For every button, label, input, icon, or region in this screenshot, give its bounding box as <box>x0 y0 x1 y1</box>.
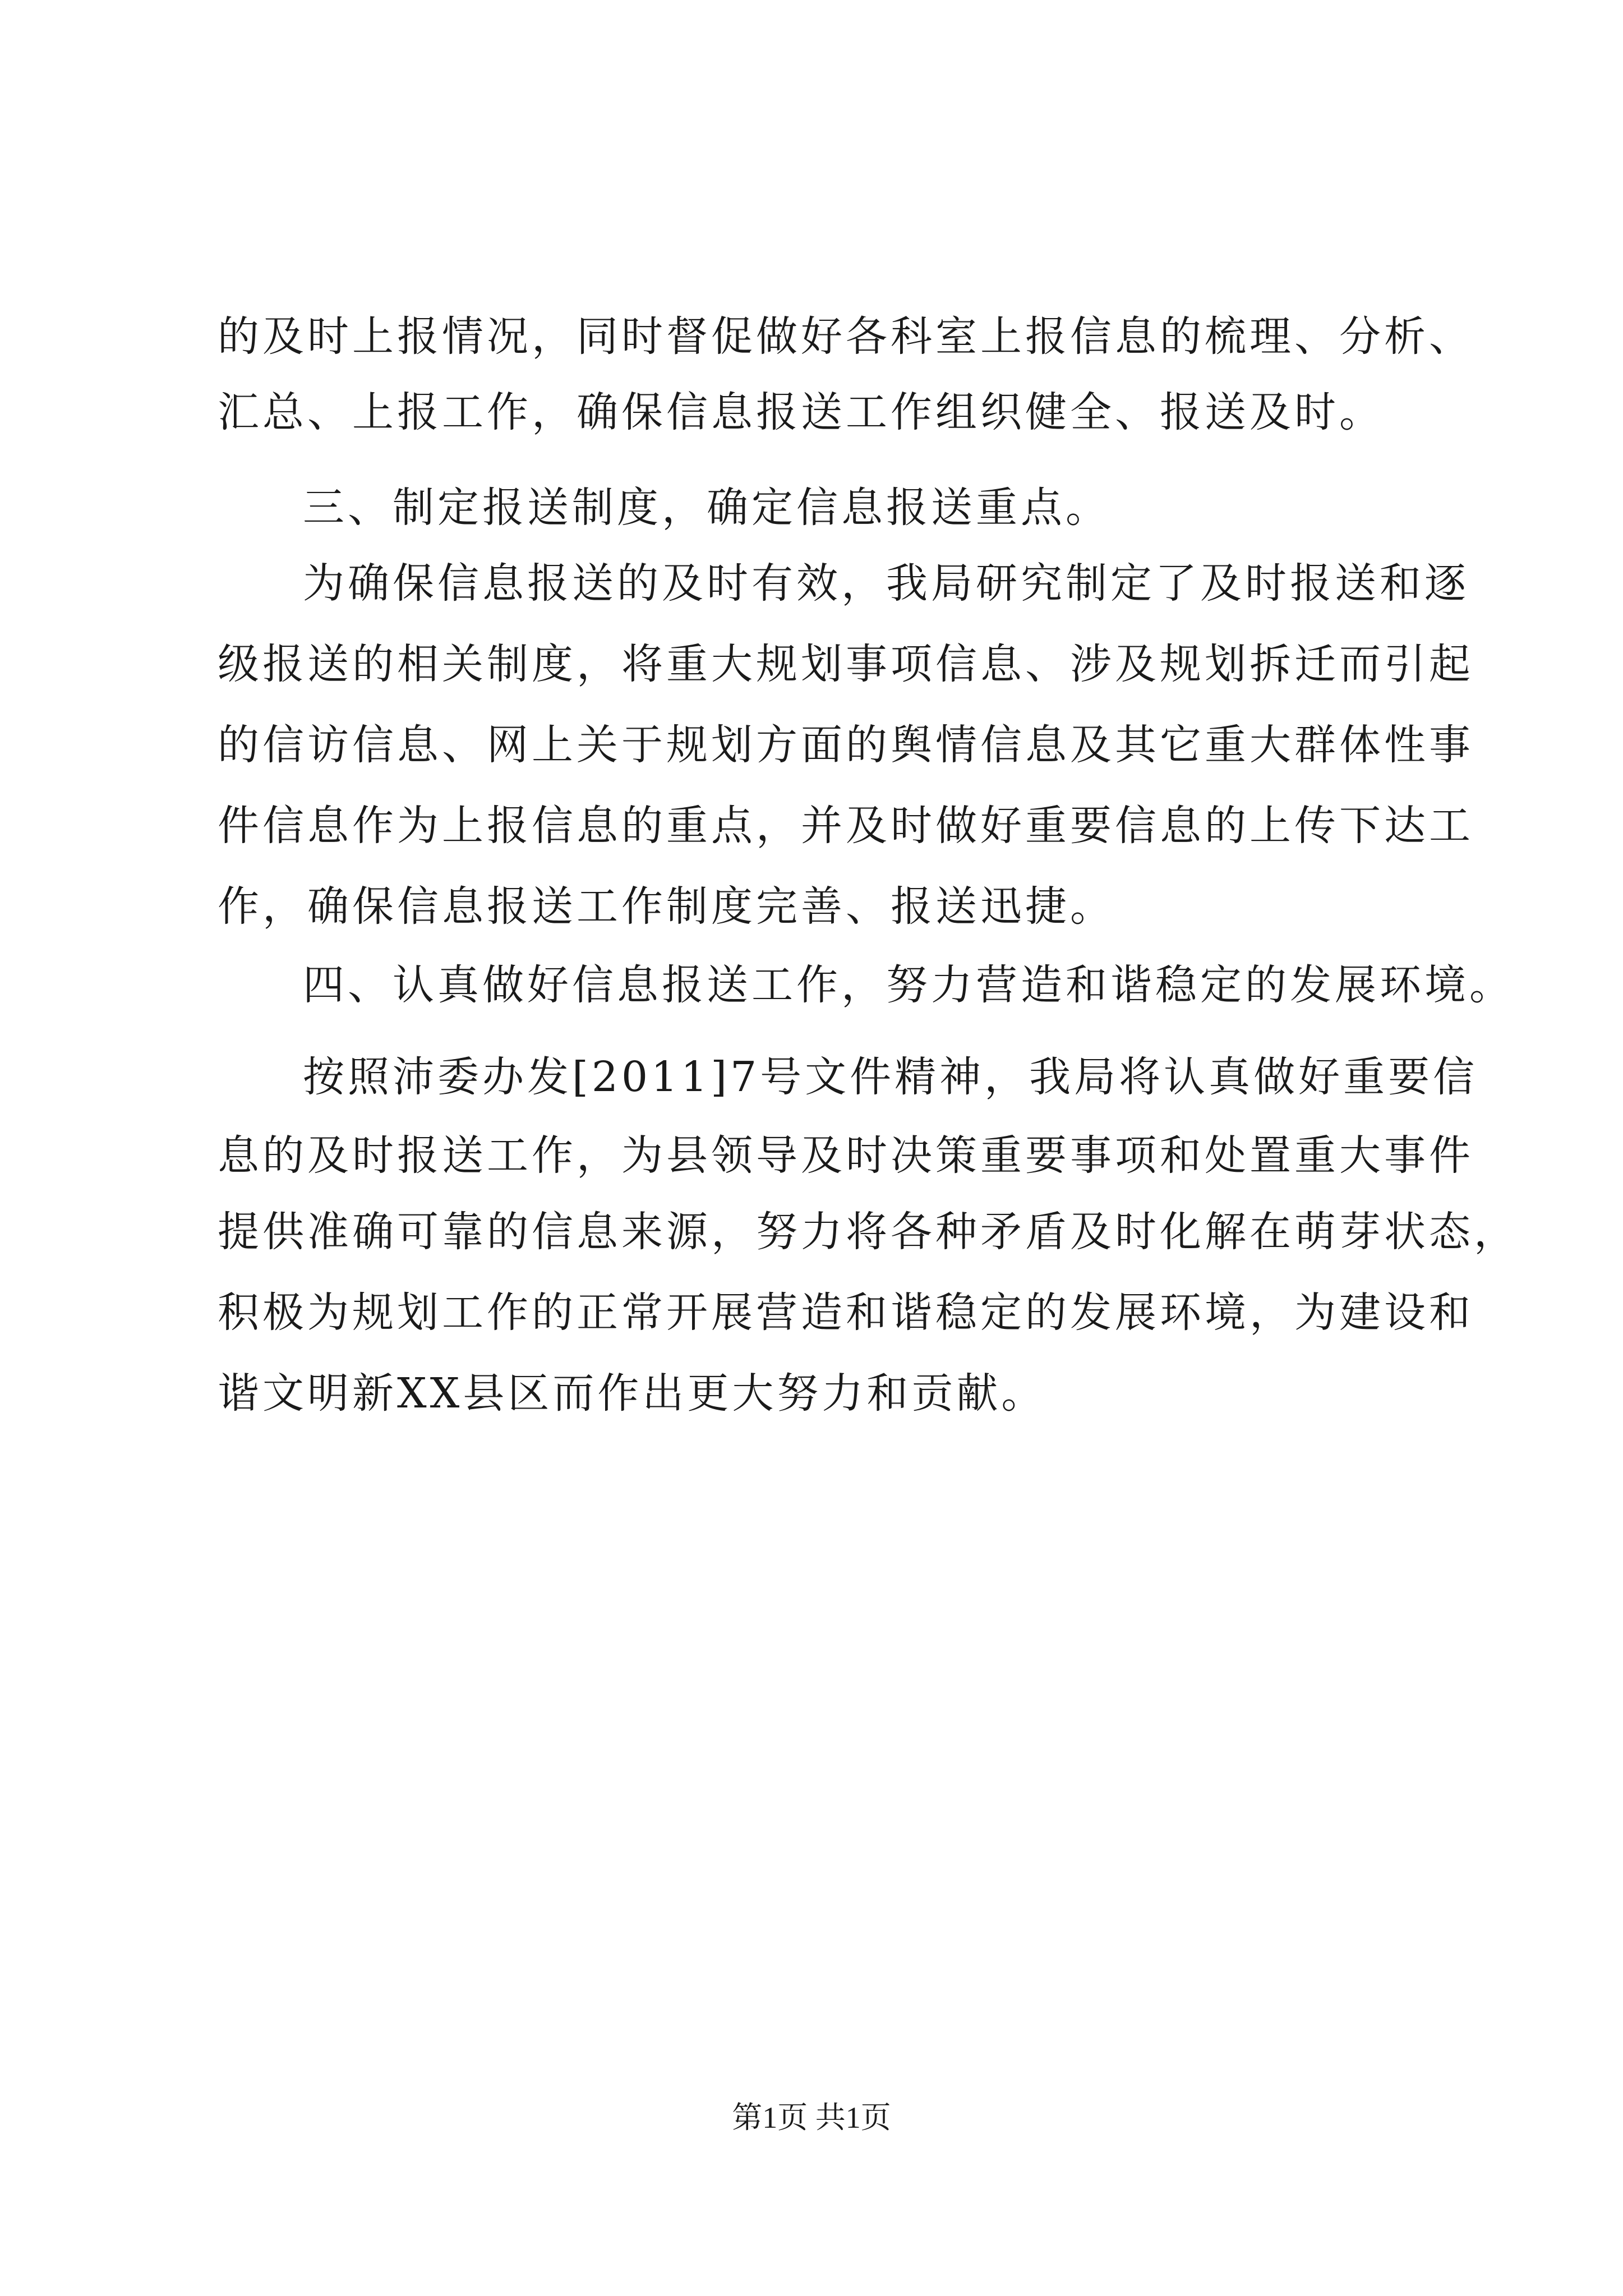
section-heading: 三、制定报送制度，确定信息报送重点。 <box>303 484 1110 532</box>
body-line: 按照沛委办发[2011]7号文件精神，我局将认真做好重要信 <box>303 1053 1478 1101</box>
body-line: 息的及时报送工作，为县领导及时决策重要事项和处置重大事件 <box>218 1131 1474 1180</box>
body-line: 件信息作为上报信息的重点，并及时做好重要信息的上传下达工 <box>218 802 1474 850</box>
body-line: 积极为规划工作的正常开展营造和谐稳定的发展环境，为建设和 <box>218 1289 1474 1337</box>
body-line: 级报送的相关制度，将重大规划事项信息、涉及规划拆迁而引起 <box>218 640 1474 688</box>
body-line: 提供准确可靠的信息来源，努力将各种矛盾及时化解在萌芽状态， <box>218 1208 1519 1256</box>
body-line: 的及时上报情况，同时督促做好各科室上报信息的梳理、分析、 <box>218 312 1474 361</box>
section-heading: 四、认真做好信息报送工作，努力营造和谐稳定的发展环境。 <box>303 961 1514 1009</box>
page-footer: 第1页 共1页 <box>732 2101 891 2134</box>
body-line: 作，确保信息报送工作制度完善、报送迅捷。 <box>218 882 1115 931</box>
body-line: 汇总、上报工作，确保信息报送工作组织健全、报送及时。 <box>218 388 1384 436</box>
body-line: 谐文明新XX县区而作出更大努力和贡献。 <box>218 1369 1046 1418</box>
body-line: 为确保信息报送的及时有效，我局研究制定了及时报送和逐 <box>303 559 1469 608</box>
body-line: 的信访信息、网上关于规划方面的舆情信息及其它重大群体性事 <box>218 721 1474 769</box>
